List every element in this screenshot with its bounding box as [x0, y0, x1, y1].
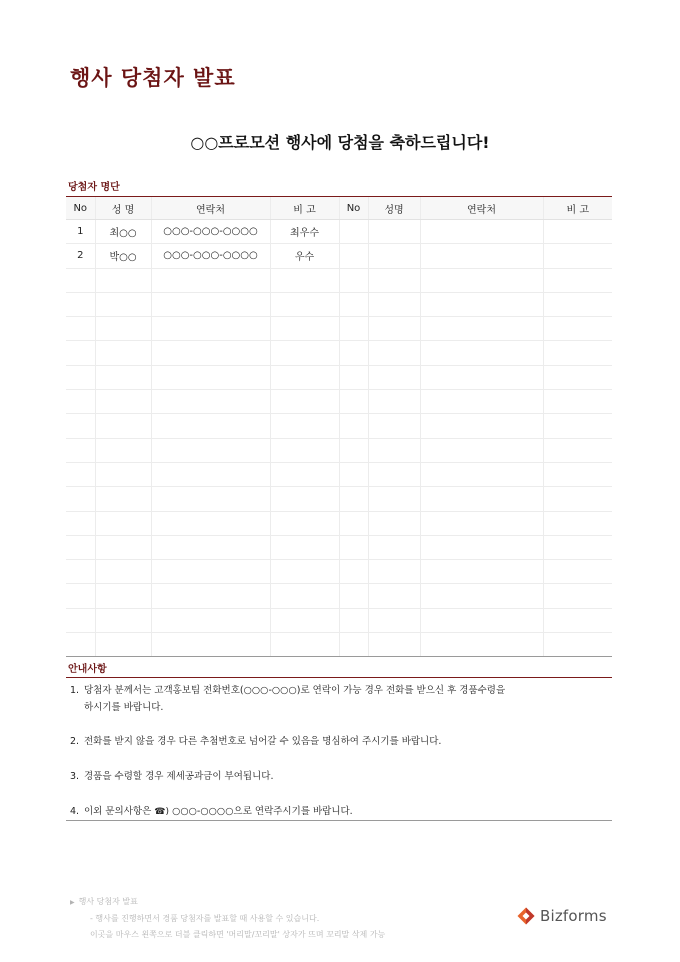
header-no: No	[66, 197, 95, 220]
cell-note-2	[543, 414, 612, 438]
cell-name-2	[368, 487, 420, 511]
cell-note-2	[543, 560, 612, 584]
cell-no-2	[339, 341, 368, 365]
cell-no-2	[339, 365, 368, 389]
cell-contact-2	[420, 584, 543, 608]
cell-contact	[151, 390, 270, 414]
cell-name-2	[368, 560, 420, 584]
cell-no	[66, 317, 95, 341]
cell-contact-2	[420, 365, 543, 389]
cell-no	[66, 633, 95, 657]
notice-item	[70, 768, 610, 785]
cell-name-2	[368, 341, 420, 365]
table-row	[66, 438, 612, 462]
cell-name: 박○○	[95, 244, 151, 268]
notice-number: 3.	[70, 771, 80, 782]
cell-no	[66, 535, 95, 559]
cell-contact	[151, 535, 270, 559]
cell-note-2	[543, 511, 612, 535]
winners-section-label: 당첨자 명단	[68, 182, 120, 193]
cell-name-2	[368, 220, 420, 244]
cell-name-2	[368, 365, 420, 389]
cell-contact	[151, 268, 270, 292]
cell-no-2	[339, 462, 368, 486]
table-row	[66, 244, 612, 268]
cell-contact	[151, 414, 270, 438]
cell-no-2	[339, 220, 368, 244]
cell-no-2	[339, 268, 368, 292]
cell-note-2	[543, 244, 612, 268]
cell-no	[66, 560, 95, 584]
cell-no-2	[339, 535, 368, 559]
cell-note-2	[543, 535, 612, 559]
cell-contact-2	[420, 244, 543, 268]
cell-contact-2	[420, 535, 543, 559]
cell-contact	[151, 584, 270, 608]
table-header-row	[66, 197, 612, 220]
cell-contact	[151, 292, 270, 316]
cell-note-2	[543, 462, 612, 486]
cell-note-2	[543, 438, 612, 462]
cell-note	[270, 511, 339, 535]
winners-table	[66, 196, 612, 657]
cell-no-2	[339, 608, 368, 632]
table-row	[66, 487, 612, 511]
notice-text-prefix: 이외 문의사항은	[84, 806, 152, 817]
cell-contact-2	[420, 341, 543, 365]
cell-no-2	[339, 317, 368, 341]
notice-top-rule	[66, 677, 612, 678]
cell-note: 우수	[270, 244, 339, 268]
cell-name-2	[368, 414, 420, 438]
header-contact: 연락처	[151, 197, 270, 220]
cell-note-2	[543, 390, 612, 414]
cell-name-2	[368, 292, 420, 316]
notice-text: 당첨자 분께서는 고객홍보팀 전화번호(○○○-○○○)로 연락이 가능 경우 전화를 받으신 후 경품수령을	[84, 685, 506, 696]
brand-name: Bizforms	[540, 907, 607, 925]
footer-note[interactable]	[70, 894, 385, 943]
cell-contact	[151, 487, 270, 511]
cell-note	[270, 341, 339, 365]
triangle-right-icon: ▶	[70, 899, 75, 906]
table-row	[66, 341, 612, 365]
cell-name	[95, 341, 151, 365]
cell-no-2	[339, 292, 368, 316]
cell-name	[95, 365, 151, 389]
cell-contact	[151, 317, 270, 341]
cell-contact-2	[420, 438, 543, 462]
cell-name: 최○○	[95, 220, 151, 244]
cell-note	[270, 365, 339, 389]
cell-contact	[151, 462, 270, 486]
cell-name	[95, 390, 151, 414]
cell-name	[95, 535, 151, 559]
cell-name-2	[368, 244, 420, 268]
cell-no	[66, 292, 95, 316]
table-row	[66, 560, 612, 584]
cell-name-2	[368, 511, 420, 535]
cell-name-2	[368, 462, 420, 486]
cell-no-2	[339, 511, 368, 535]
cell-no	[66, 268, 95, 292]
brand-logo	[516, 906, 607, 926]
cell-note	[270, 608, 339, 632]
cell-contact	[151, 438, 270, 462]
cell-contact-2	[420, 268, 543, 292]
table-row	[66, 390, 612, 414]
notice-section-label: 안내사항	[68, 664, 107, 675]
cell-name	[95, 633, 151, 657]
cell-no-2	[339, 244, 368, 268]
cell-no	[66, 462, 95, 486]
cell-note	[270, 584, 339, 608]
cell-name-2	[368, 438, 420, 462]
header-contact-2: 연락처	[420, 197, 543, 220]
cell-contact	[151, 633, 270, 657]
cell-contact	[151, 511, 270, 535]
cell-note	[270, 414, 339, 438]
cell-note-2	[543, 292, 612, 316]
cell-note	[270, 317, 339, 341]
cell-name	[95, 438, 151, 462]
cell-name	[95, 511, 151, 535]
table-row	[66, 584, 612, 608]
notice-number: 2.	[70, 736, 80, 747]
bizforms-logo-icon	[516, 906, 536, 926]
footer-description: - 행사를 진행하면서 경품 당첨자를 발표할 때 사용할 수 있습니다.	[90, 914, 320, 923]
cell-no-2	[339, 487, 368, 511]
cell-name	[95, 317, 151, 341]
cell-no-2	[339, 560, 368, 584]
cell-no-2	[339, 584, 368, 608]
cell-note-2	[543, 268, 612, 292]
cell-note-2	[543, 341, 612, 365]
notice-text: 경품을 수령할 경우 제세공과금이 부여됩니다.	[84, 771, 274, 782]
table-row	[66, 317, 612, 341]
cell-name-2	[368, 390, 420, 414]
footer-hint: 이곳을 마우스 왼쪽으로 더블 클릭하면 '머리말/꼬리말' 상자가 뜨며 꼬리말 삭제 가능	[90, 930, 386, 939]
notice-text-continued: 하시기를 바랍니다.	[84, 702, 164, 713]
cell-contact	[151, 365, 270, 389]
cell-note	[270, 390, 339, 414]
table-row	[66, 268, 612, 292]
notice-item	[70, 803, 610, 821]
cell-note: 최우수	[270, 220, 339, 244]
cell-name	[95, 487, 151, 511]
cell-name	[95, 268, 151, 292]
table-row	[66, 414, 612, 438]
cell-contact-2	[420, 511, 543, 535]
notice-text: 전화를 받지 않을 경우 다른 추첨번호로 넘어갈 수 있음을 명심하여 주시기를 바랍니다.	[84, 736, 442, 747]
cell-name	[95, 414, 151, 438]
cell-note-2	[543, 317, 612, 341]
header-no-2: No	[339, 197, 368, 220]
cell-no-2	[339, 438, 368, 462]
cell-no-2	[339, 390, 368, 414]
cell-note-2	[543, 633, 612, 657]
notice-list	[70, 682, 610, 821]
cell-no: 1	[66, 220, 95, 244]
footer-title: ▶ 행사 당첨자 발표	[70, 897, 138, 906]
table-row	[66, 633, 612, 657]
cell-contact-2	[420, 608, 543, 632]
cell-note	[270, 487, 339, 511]
cell-name-2	[368, 584, 420, 608]
cell-contact-2	[420, 220, 543, 244]
cell-note	[270, 633, 339, 657]
cell-contact-2	[420, 560, 543, 584]
document-subtitle: ○○프로모션 행사에 당첨을 축하드립니다!	[190, 133, 490, 152]
notice-item	[70, 682, 610, 716]
cell-note	[270, 292, 339, 316]
notice-number: 4.	[70, 806, 80, 817]
cell-no	[66, 438, 95, 462]
cell-name-2	[368, 317, 420, 341]
cell-note	[270, 438, 339, 462]
cell-name	[95, 560, 151, 584]
cell-note-2	[543, 365, 612, 389]
cell-note-2	[543, 608, 612, 632]
header-note: 비 고	[270, 197, 339, 220]
cell-contact-2	[420, 317, 543, 341]
header-note-2: 비 고	[543, 197, 612, 220]
cell-note-2	[543, 487, 612, 511]
cell-name	[95, 462, 151, 486]
cell-no-2	[339, 633, 368, 657]
header-name-2: 성명	[368, 197, 420, 220]
cell-no	[66, 414, 95, 438]
cell-no	[66, 341, 95, 365]
cell-contact	[151, 608, 270, 632]
cell-contact-2	[420, 390, 543, 414]
cell-note	[270, 462, 339, 486]
table-row	[66, 462, 612, 486]
cell-no	[66, 487, 95, 511]
cell-contact-2	[420, 414, 543, 438]
cell-name-2	[368, 268, 420, 292]
cell-name	[95, 584, 151, 608]
cell-note	[270, 560, 339, 584]
cell-note	[270, 535, 339, 559]
table-row	[66, 608, 612, 632]
phone-icon: ☎)	[154, 807, 170, 817]
cell-name-2	[368, 633, 420, 657]
cell-name	[95, 292, 151, 316]
notice-item	[70, 733, 610, 750]
table-row	[66, 535, 612, 559]
cell-no	[66, 511, 95, 535]
cell-name-2	[368, 535, 420, 559]
cell-contact-2	[420, 633, 543, 657]
cell-note-2	[543, 220, 612, 244]
table-row	[66, 511, 612, 535]
cell-name-2	[368, 608, 420, 632]
cell-name	[95, 608, 151, 632]
cell-contact-2	[420, 487, 543, 511]
cell-contact-2	[420, 462, 543, 486]
notice-bottom-rule	[66, 820, 612, 821]
cell-contact: ○○○-○○○-○○○○	[151, 220, 270, 244]
table-row	[66, 292, 612, 316]
notice-text-suffix: ○○○-○○○○으로 연락주시기를 바랍니다.	[172, 806, 353, 817]
cell-contact-2	[420, 292, 543, 316]
cell-no	[66, 608, 95, 632]
cell-contact	[151, 341, 270, 365]
table-row	[66, 365, 612, 389]
notice-number: 1.	[70, 685, 80, 696]
cell-note-2	[543, 584, 612, 608]
header-name: 성 명	[95, 197, 151, 220]
cell-contact: ○○○-○○○-○○○○	[151, 244, 270, 268]
cell-note	[270, 268, 339, 292]
table-row	[66, 220, 612, 244]
cell-no	[66, 365, 95, 389]
cell-no	[66, 584, 95, 608]
document-title: 행사 당첨자 발표	[70, 66, 236, 90]
cell-no-2	[339, 414, 368, 438]
cell-no	[66, 390, 95, 414]
cell-contact	[151, 560, 270, 584]
cell-no: 2	[66, 244, 95, 268]
